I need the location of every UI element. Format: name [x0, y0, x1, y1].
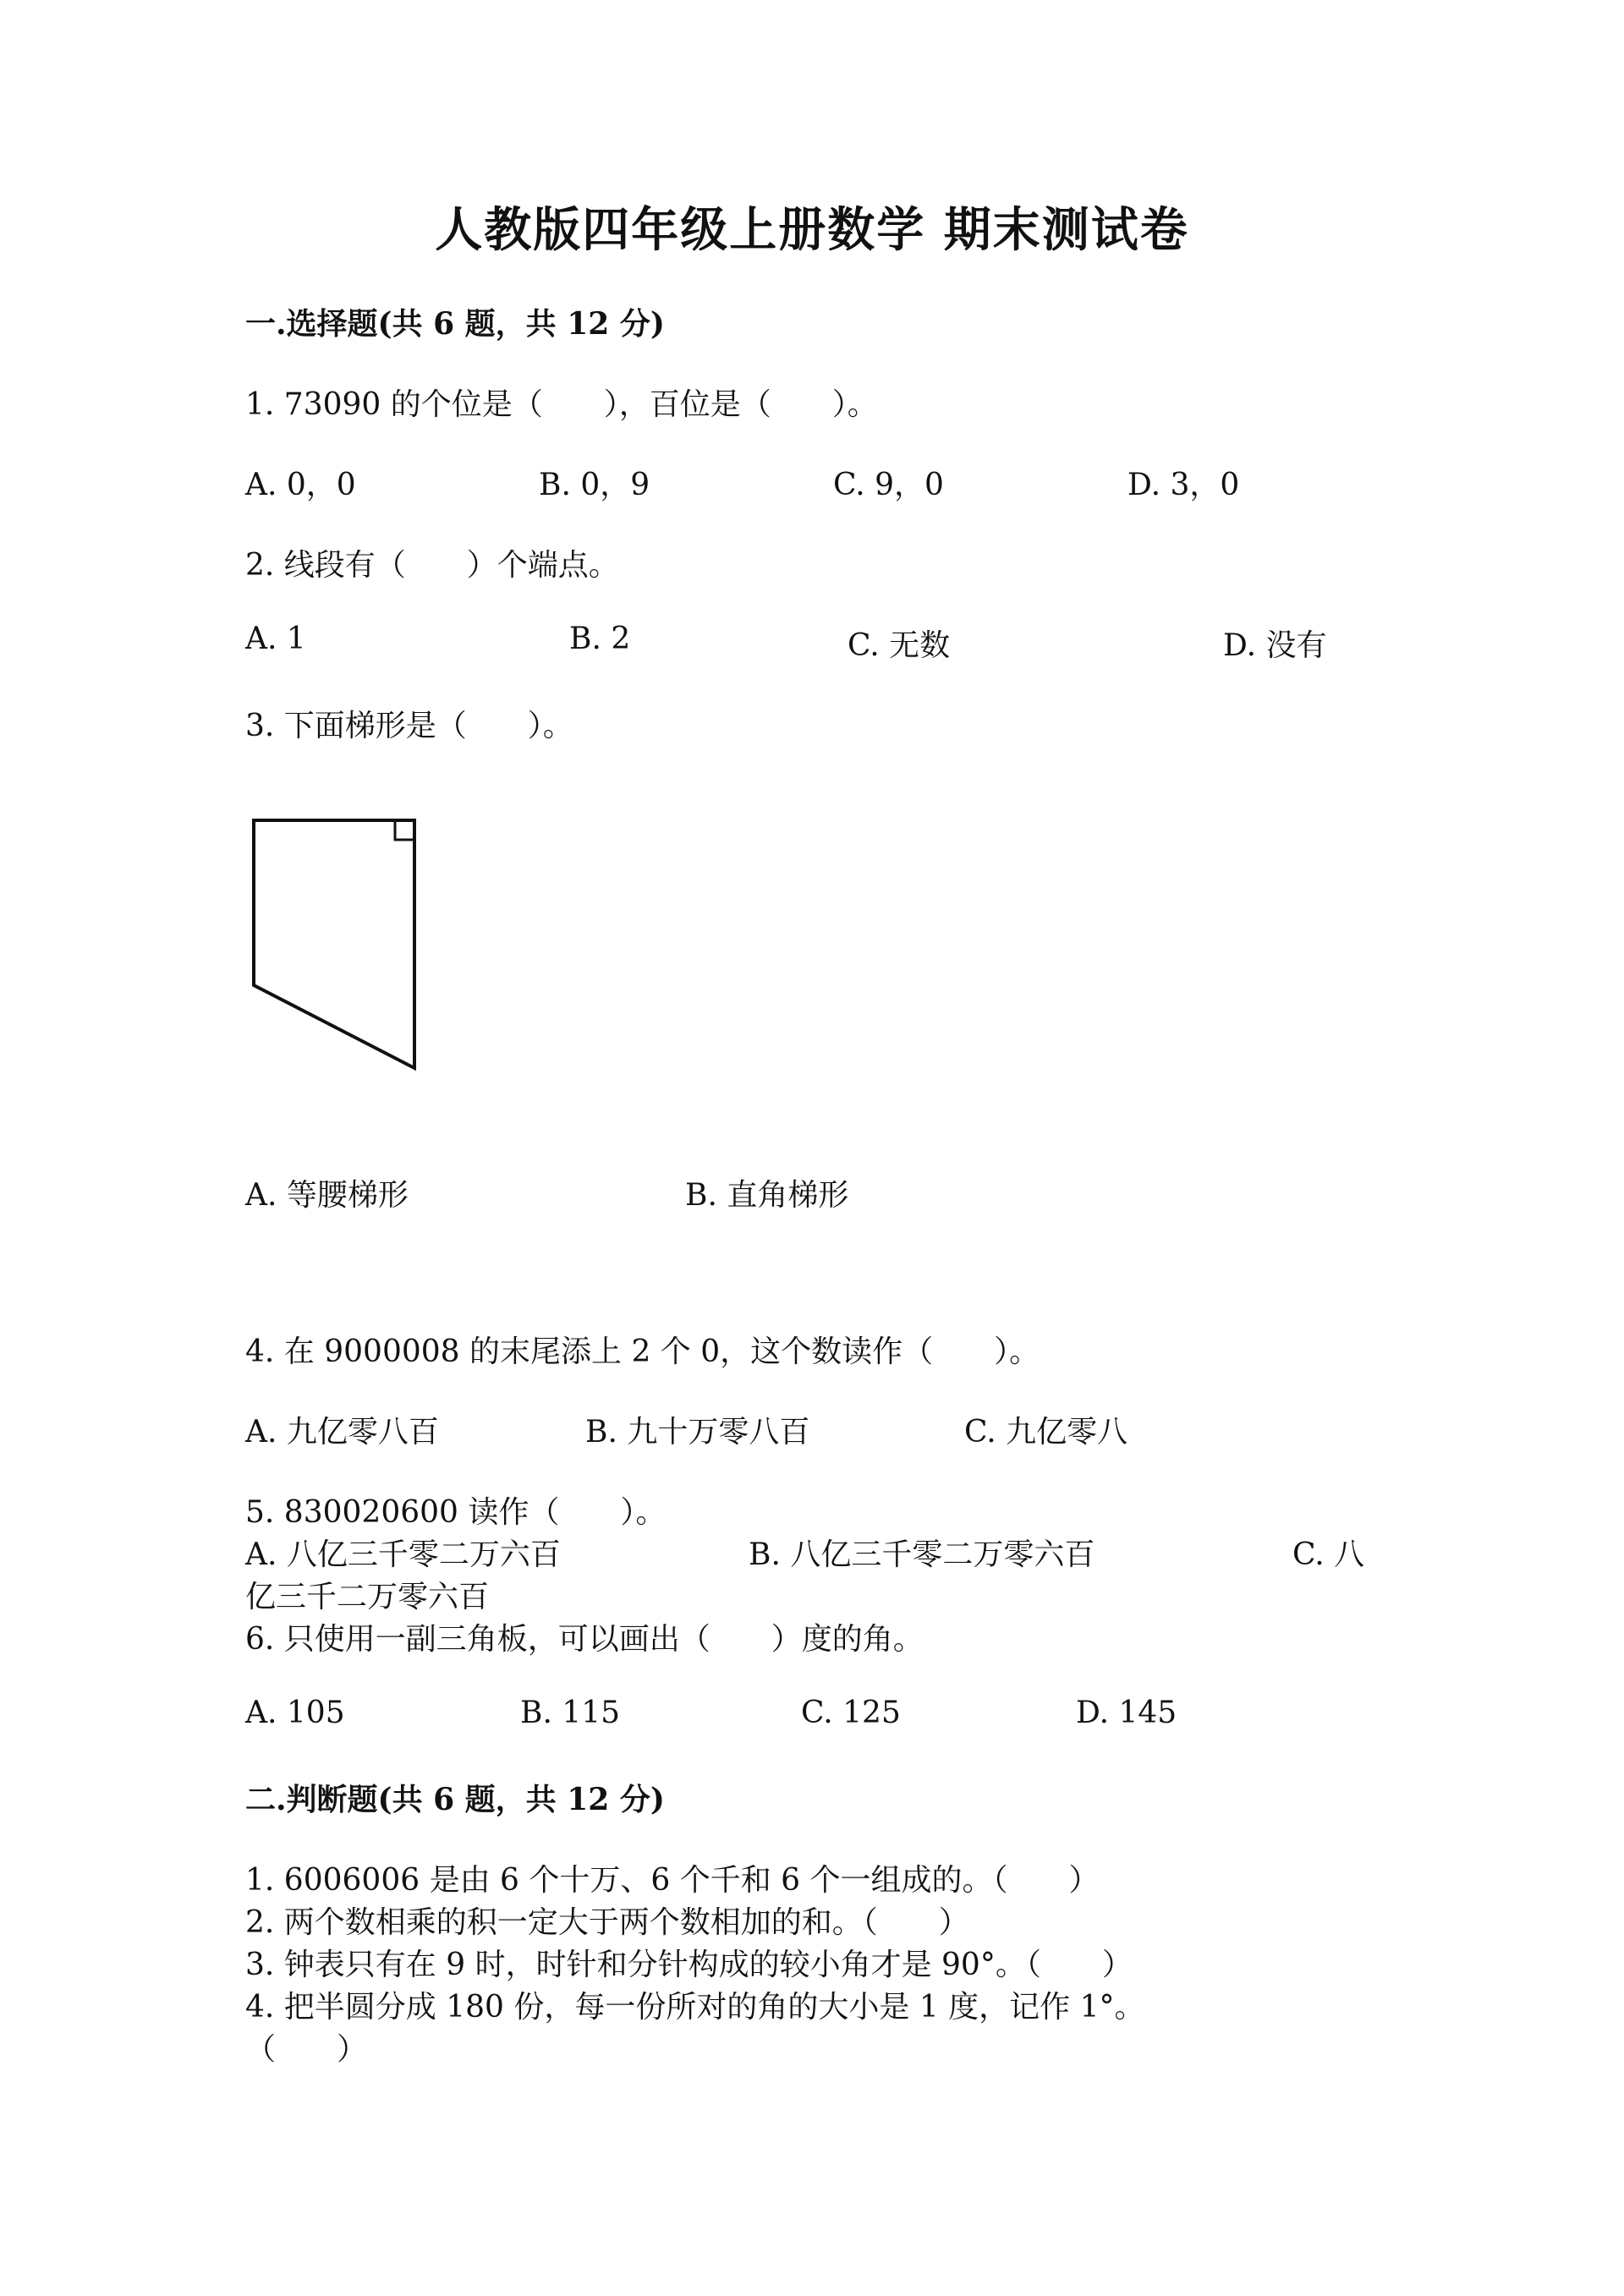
question-5-stem: 5. 830020600 读作（ ）。	[245, 1495, 667, 1530]
section-heading-judgement: 二.判断题(共 6 题，共 12 分)	[245, 1782, 665, 1817]
question-4-option-c: C. 九亿零八	[964, 1415, 1128, 1449]
question-6-stem: 6. 只使用一副三角板，可以画出（ ）度的角。	[245, 1622, 924, 1657]
page-title: 人教版四年级上册数学 期末测试卷	[435, 202, 1189, 258]
question-4-option-b: B. 九十万零八百	[585, 1415, 810, 1449]
question-5-option-a: A. 八亿三千零二万六百	[245, 1537, 561, 1572]
question-1-option-d: D. 3，0	[1127, 468, 1240, 502]
question-6-option-a: A. 105	[245, 1696, 345, 1730]
section-heading-choice: 一.选择题(共 6 题，共 12 分)	[245, 306, 665, 342]
judgement-item-2: 2. 两个数相乘的积一定大于两个数相加的和。（ ）	[245, 1905, 969, 1940]
question-4-option-a: A. 九亿零八百	[245, 1415, 439, 1449]
trapezoid-outline	[254, 820, 414, 1068]
question-6-option-b: B. 115	[520, 1696, 621, 1730]
question-5-option-b: B. 八亿三千零二万零六百	[749, 1537, 1095, 1572]
question-3-option-a: A. 等腰梯形	[245, 1178, 409, 1213]
question-1-option-a: A. 0，0	[245, 468, 356, 502]
question-3-option-b: B. 直角梯形	[685, 1178, 849, 1213]
judgement-item-1: 1. 6006006 是由 6 个十万、6 个千和 6 个一组成的。（ ）	[245, 1863, 1100, 1898]
question-2-option-a: A. 1	[245, 622, 306, 656]
question-2-option-b: B. 2	[569, 622, 631, 656]
question-5-option-c-continued: 亿三千二万零六百	[245, 1580, 490, 1614]
question-1-option-b: B. 0，9	[539, 468, 650, 502]
judgement-item-4-continued: （ ）	[245, 2032, 368, 2067]
question-1-option-c: C. 9，0	[833, 468, 944, 502]
question-1-stem: 1. 73090 的个位是（ ），百位是（ ）。	[245, 387, 878, 422]
right-angle-marker	[395, 820, 414, 840]
judgement-item-4: 4. 把半圆分成 180 份，每一份所对的角的大小是 1 度，记作 1°。	[245, 1990, 1145, 2025]
question-2-stem: 2. 线段有（ ）个端点。	[245, 548, 619, 583]
question-6-option-c: C. 125	[801, 1696, 901, 1730]
question-3-stem: 3. 下面梯形是（ ）。	[245, 709, 573, 743]
question-2-option-d: D. 没有	[1223, 628, 1327, 663]
question-6-option-d: D. 145	[1076, 1696, 1177, 1730]
question-2-option-c: C. 无数	[848, 628, 951, 663]
judgement-item-3: 3. 钟表只有在 9 时，时针和分针构成的较小角才是 90°。（ ）	[245, 1948, 1133, 1982]
right-trapezoid-figure	[245, 816, 431, 1087]
question-4-stem: 4. 在 9000008 的末尾添上 2 个 0，这个数读作（ ）。	[245, 1334, 1040, 1369]
question-5-option-c: C. 八	[1292, 1537, 1365, 1572]
